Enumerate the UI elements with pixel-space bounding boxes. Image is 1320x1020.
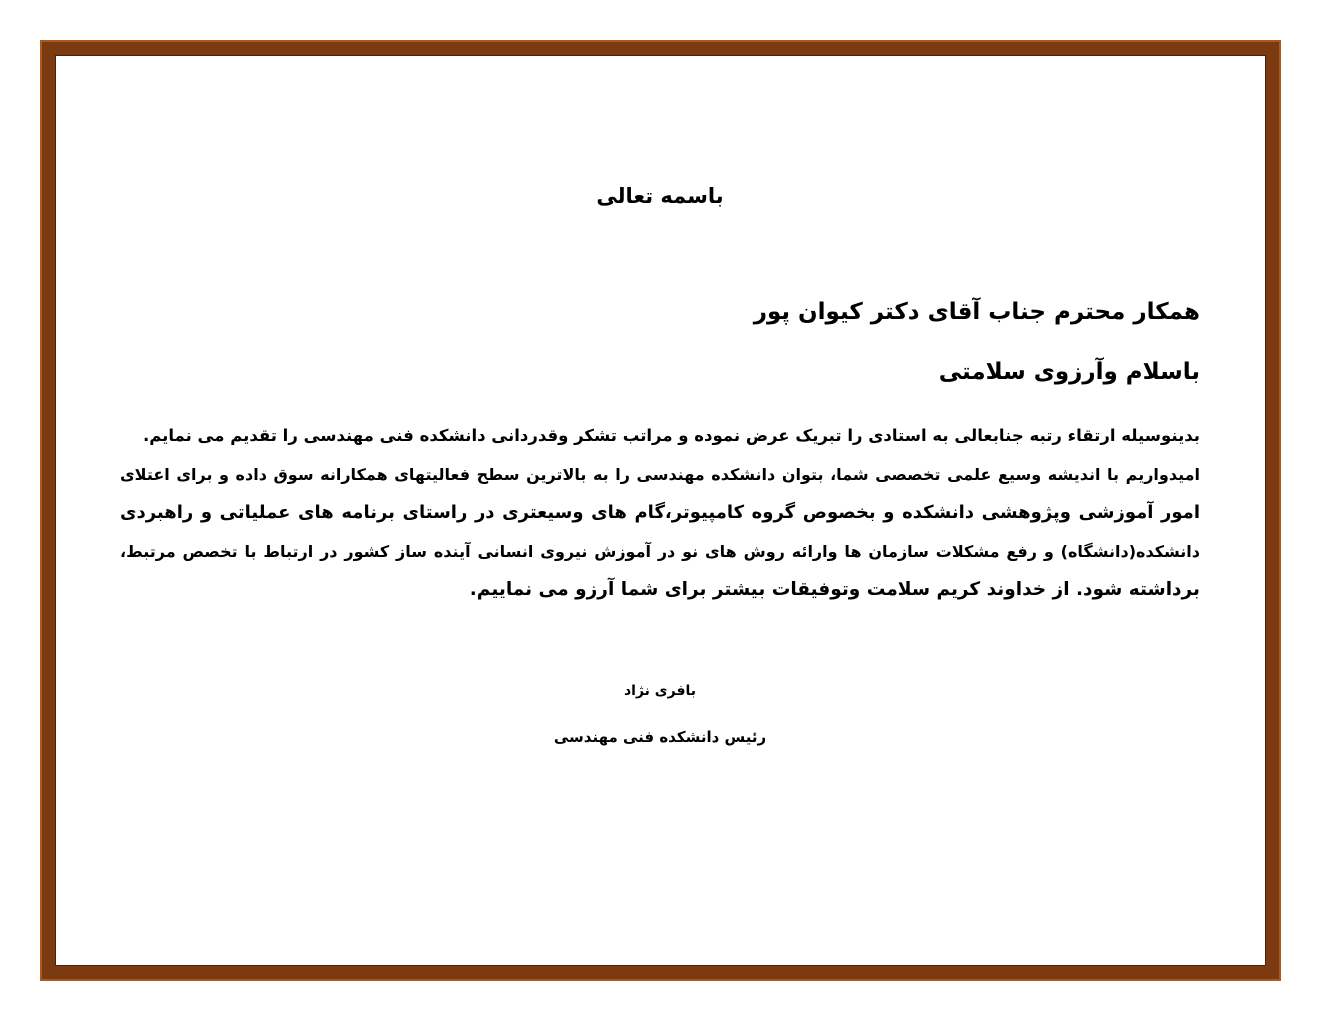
body-line: امیدواریم با اندیشه وسیع علمی تخصصی شما، بتوان دانشکده مهندسی را به بالاترین سطح فعالیتهای همکارانه سوق داده و برای اعتلای — [120, 464, 1200, 484]
signature-name: بافری نژاد — [623, 683, 697, 699]
body-line: بدینوسیله ارتقاء رتبه جنابعالی به استادی را تبریک عرض نموده و مراتب تشکر وقدردانی دانشکده فنی مهندسی را تقدیم می نمایم. — [142, 426, 1200, 445]
signature-title: رئیس دانشکده فنی مهندسی — [553, 728, 767, 746]
letter-greeting: باسلام وآرزوی سلامتی — [938, 359, 1200, 385]
body-line: امور آموزشی وپژوهشی دانشکده و بخصوص گروه کامپیوتر،گام های وسیعتری در راستای برنامه های عملیاتی و راهبردی — [120, 502, 1200, 523]
letter-header: باسمه تعالی — [596, 184, 724, 208]
letter-body — [120, 417, 1200, 610]
body-line: دانشکده(دانشگاه) و رفع مشکلات سازمان ها وارائه روش های نو در آموزش نیروی انسانی آینده ساز کشور در ارتباط با تخصص مرتبط، — [120, 541, 1200, 561]
body-line: برداشته شود. از خداوند کریم سلامت وتوفیقات بیشتر برای شما آرزو می نماییم. — [469, 579, 1200, 600]
letter-addressee: همکار محترم جناب آقای دکتر کیوان پور — [753, 299, 1200, 325]
